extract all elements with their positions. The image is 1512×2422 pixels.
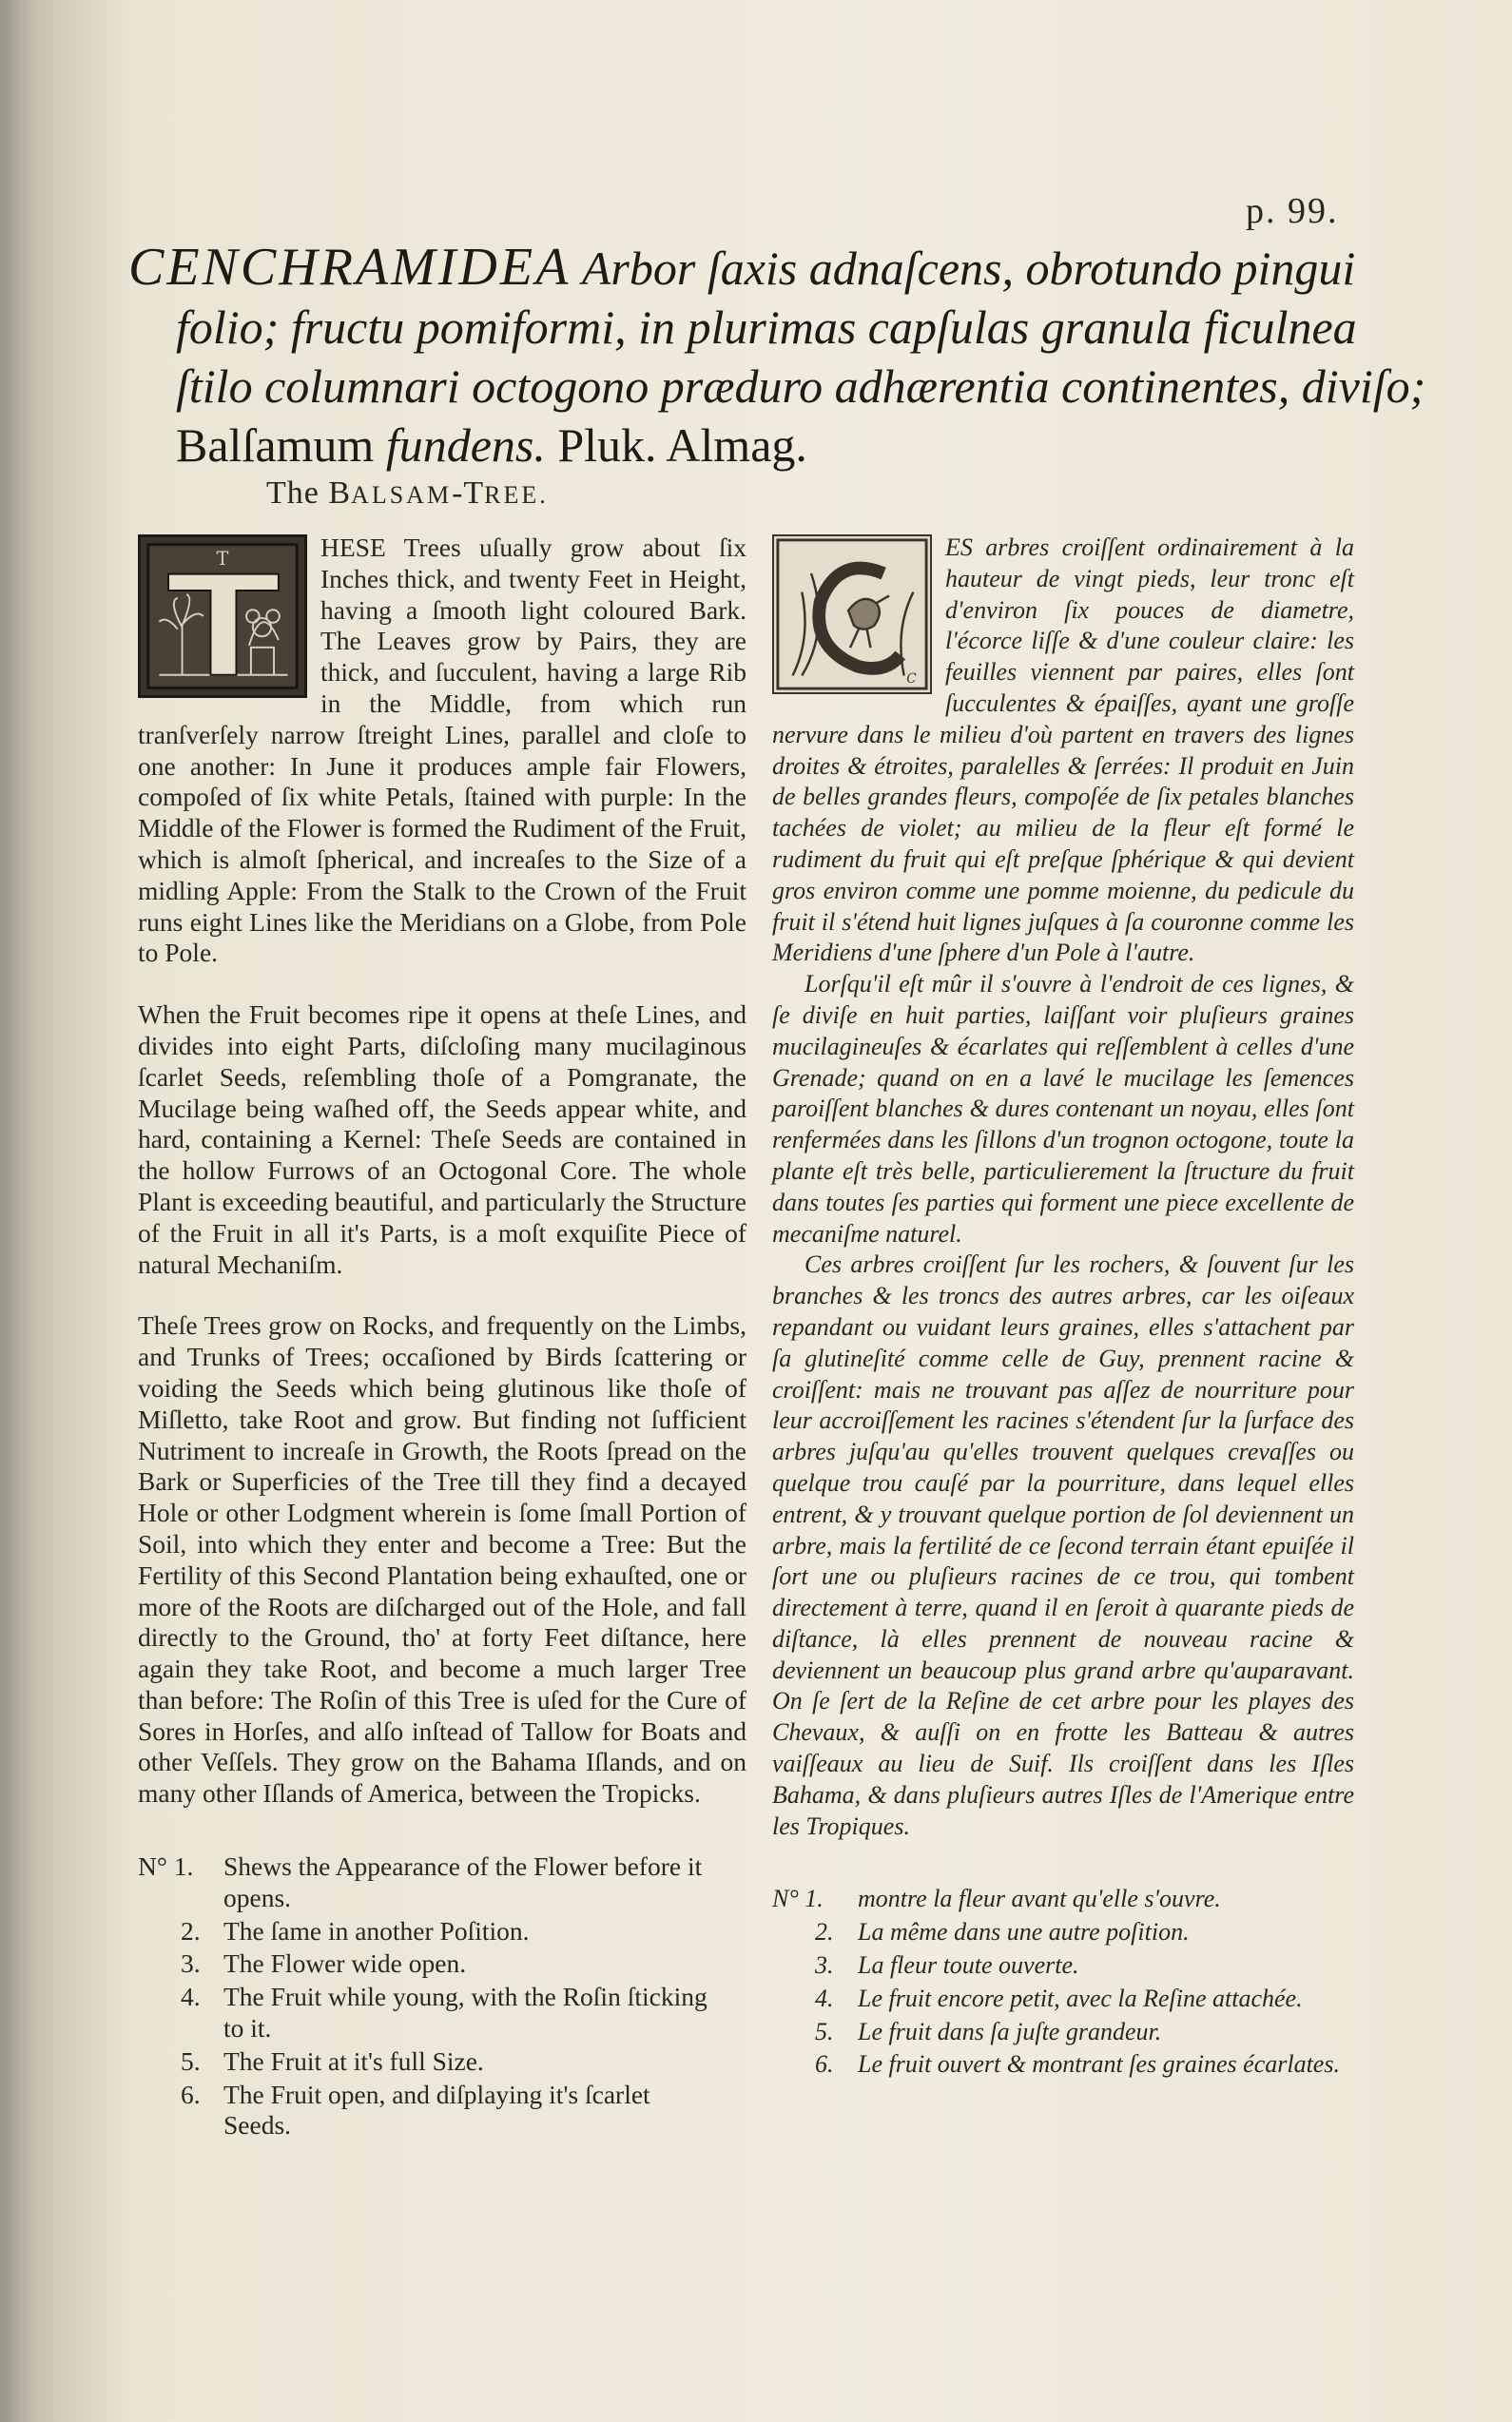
legend-text: La même dans une autre poſition.: [858, 1918, 1190, 1947]
legend-text: The Fruit while young, with the Roſin ſticking to it.: [223, 1982, 708, 2044]
legend-text: montre la fleur avant qu'elle s'ouvre.: [858, 1885, 1221, 1913]
heading-balsamum: Balſamum: [176, 418, 375, 472]
common-name-title: [266, 475, 549, 512]
legend-item: [138, 1948, 746, 1980]
initial-letter-c: C: [906, 671, 917, 688]
heading-fundens: fundens.: [374, 418, 546, 472]
legend-number: 5.: [181, 2045, 201, 2076]
species-heading: [128, 238, 1426, 475]
subtitle-t: T: [463, 475, 485, 511]
legend-item: [772, 1917, 1354, 1948]
legend-text: Le fruit encore petit, avec la Reſine attachée.: [858, 1984, 1303, 2012]
legend-number: 2.: [815, 1918, 834, 1947]
english-paragraph-2: When the Fruit becomes ripe it opens at theſe Lines, and divides into eight Parts, diſcloſing many mucilaginous ſcarlet Seeds, reſembling thoſe of a Pomgranate, the Mucilage being waſhed off, the Seeds appear white, and hard, containing a Kernel: Theſe Seeds are contained in the hollow Furrows of an Octogonal Core. The whole Plant is exceeding beautiful, and particularly the Structure of the Fruit in all it's Parts, is a moſt exquiſite Piece of natural Mechaniſm.: [138, 999, 746, 1279]
legend-item: [772, 1984, 1354, 2015]
english-paragraph-1: [138, 533, 746, 969]
engraved-initial-image: [141, 537, 304, 695]
legend-text: The Fruit open, and diſplaying it's ſcarlet Seeds.: [223, 2079, 650, 2141]
english-figure-legend: [138, 1851, 746, 2141]
legend-number: 4.: [181, 1982, 201, 2012]
legend-item: [772, 1950, 1354, 1982]
legend-text: Le fruit ouvert & montrant ſes graines écarlates.: [858, 2050, 1340, 2079]
subtitle-ree: REE.: [484, 481, 549, 509]
legend-number: 4.: [815, 1984, 834, 2012]
legend-item: [138, 1851, 746, 1914]
decorated-initial-t: [138, 534, 307, 698]
legend-item: [138, 1982, 746, 2044]
legend-number: N° 1.: [138, 1851, 194, 1882]
heading-line-1-text: Arbor ſaxis adnaſcens, obrotundo pingui: [571, 242, 1356, 295]
legend-item: [772, 1884, 1354, 1915]
french-paragraph-3: Ces arbres croiſſent ſur les rochers, & ſouvent ſur les branches & les troncs des autres arbres, car les oiſeaux repandant ou vuidant leurs graines, elles s'attachent par ſa glutineſité comme celle de Guy, prennent racine & croiſſent: mais ne trouvant pas aſſez de nourriture pour leur accroiſſement les racines s'étendent ſur la ſurface des arbres juſqu'au qu'elles trouvent quelques crevaſſes ou quelque trou cauſé par la pourriture, dans lequel elles entrent, & y trouvant quelque portion de ſol deviennent un arbre, mais la fertilité de ce ſecond terrain étant epuiſée il ſort une ou pluſieurs racines de ce trou, qui tombent directement à terre, quand il en ſeroit à quarante pieds de diſtance, là elles prennent de nouveau racine & deviennent un beaucoup plus grand arbre qu'auparavant. On ſe ſert de la Reſine de cet arbre pour les playes des Chevaux, & auſſi on en frotte les Batteau & autres vaiſſeaux au lieu de Suif. Ils croiſſent dans les Iſles Bahama, & dans pluſieurs autres Iſles de l'Amerique entre les Tropiques.: [772, 1250, 1354, 1840]
french-column: [772, 533, 1354, 2083]
english-column: [138, 533, 746, 2143]
heading-pluk: Pluk. Almag.: [545, 418, 807, 472]
legend-number: 2.: [181, 1915, 201, 1946]
legend-item: [138, 2080, 746, 2142]
legend-number: 6.: [815, 2050, 834, 2079]
heading-line-3: ſtilo columnari octogono præduro adhærentia continentes, diviſo;: [176, 359, 1426, 413]
legend-text: Le fruit dans ſa juſte grandeur.: [858, 2017, 1162, 2045]
legend-text: The Fruit at it's full Size.: [223, 2045, 484, 2076]
legend-number: 6.: [181, 2079, 201, 2109]
french-p1-text: ES arbres croiſſent ordinairement à la hauteur de vingt pieds, leur tronc eſt d'environ ſix pouces de diametre, l'écorce liſſe & d'une couleur claire: les feuilles viennent par paires, elles ſont ſucculentes & épaiſſes, ayant une groſſe nervure dans le milieu d'où partent en travers des lignes droites & étroites, paralelles & ſerrées: Il produit en Juin de belles grandes fleurs, compoſée de ſix petales blanches tachées de violet; au milieu de la fleur eſt formé le rudiment du fruit qui eſt preſque ſphérique & qui devient gros environ comme une pomme moienne, du pedicule du fruit il s'étend huit lignes juſques à ſa couronne comme les Meridiens d'une ſphere d'un Pole à l'autre.: [772, 533, 1354, 967]
french-paragraph-1: [772, 533, 1354, 969]
legend-text: La fleur toute ouverte.: [858, 1951, 1079, 1980]
genus-name: CENCHRAMIDEA: [128, 238, 572, 297]
legend-text: Shews the Appearance of the Flower before it opens.: [223, 1851, 703, 1912]
english-paragraph-3: Theſe Trees grow on Rocks, and frequently on the Limbs, and Trunks of Trees; occaſioned by Birds ſcattering or voiding the Seeds which being glutinous like thoſe of Miſletto, take Root and grow. But finding not ſufficient Nutriment to increaſe in Growth, the Roots ſpread on the Bark or Superficies of the Tree till they find a decayed Hole or other Lodgment wherein is ſome ſmall Portion of Soil, into which they enter and become a Tree: But the Fertility of this Second Plantation being exhauſted, one or more of the Roots are diſcharged out of the Hole, and fall directly to the Ground, tho' at forty Feet diſtance, here again they take Root, and become a much larger Tree than before: The Roſin of this Tree is uſed for the Cure of Sores in Horſes, and alſo inſtead of Tallow for Boats and other Veſſels. They grow on the Bahama Iſlands, and on many other Iſlands of America, between the Tropicks.: [138, 1310, 746, 1809]
legend-item: [772, 2049, 1354, 2081]
legend-item: [772, 2017, 1354, 2048]
french-figure-legend: [772, 1884, 1354, 2081]
french-paragraph-2: Lorſqu'il eſt mûr il s'ouvre à l'endroit de ces lignes, & ſe diviſe en huit parties, laiſſant voir pluſieurs graines mucilagineuſes & écarlates qui reſſemblent à celles d'une Grenade; quand on en a lavé le mucilage les ſemences paroiſſent blanches & dures contenant un noyau, elles ſont renfermées dans les ſillons d'un trognon octogone, toute la plante eſt très belle, particulierement la ſtructure du fruit dans toutes ſes parties qui forment une piece excellente de mecaniſme naturel.: [772, 970, 1354, 1248]
heading-line-1: [128, 238, 1365, 298]
subtitle-b: B: [328, 475, 352, 511]
legend-text: The Flower wide open.: [223, 1948, 467, 1979]
page-number: p. 99.: [1246, 191, 1339, 231]
engraved-initial-c-image: [774, 536, 930, 692]
legend-item: [138, 1916, 746, 1947]
english-p1-text: HESE Trees uſually grow about ſix Inches thick, and twenty Feet in Height, having a ſmooth light coloured Bark. The Leaves grow by Pairs, they are thick, and ſucculent, having a large Rib in the Middle, from which run tranſverſely narrow ſtreight Lines, parallel and cloſe to one another: In June it produces ample fair Flowers, compoſed of ſix white Petals, ſtained with purple: In the Middle of the Flower is formed the Rudiment of the Fruit, which is almoſt ſpherical, and increaſes to the Size of a midling Apple: From the Stalk to the Crown of the Fruit runs eight Lines like the Meridians on a Globe, from Pole to Pole.: [138, 533, 746, 968]
initial-letter-t: T: [216, 547, 229, 570]
decorated-initial-c: [772, 534, 932, 694]
heading-line-4: [128, 416, 1365, 475]
subtitle-the: The: [266, 475, 329, 511]
heading-line-2: folio; fructu pomiformi, in plurimas capſulas granula ficulnea: [176, 300, 1357, 354]
legend-item: [138, 2046, 746, 2078]
legend-number: 3.: [815, 1951, 834, 1980]
legend-text: The ſame in another Poſition.: [223, 1915, 530, 1946]
legend-number: 3.: [181, 1948, 201, 1979]
subtitle-dash: -: [452, 475, 464, 511]
legend-number: N° 1.: [772, 1885, 824, 1913]
legend-number: 5.: [815, 2017, 834, 2045]
subtitle-alsam: ALSAM: [351, 481, 453, 509]
